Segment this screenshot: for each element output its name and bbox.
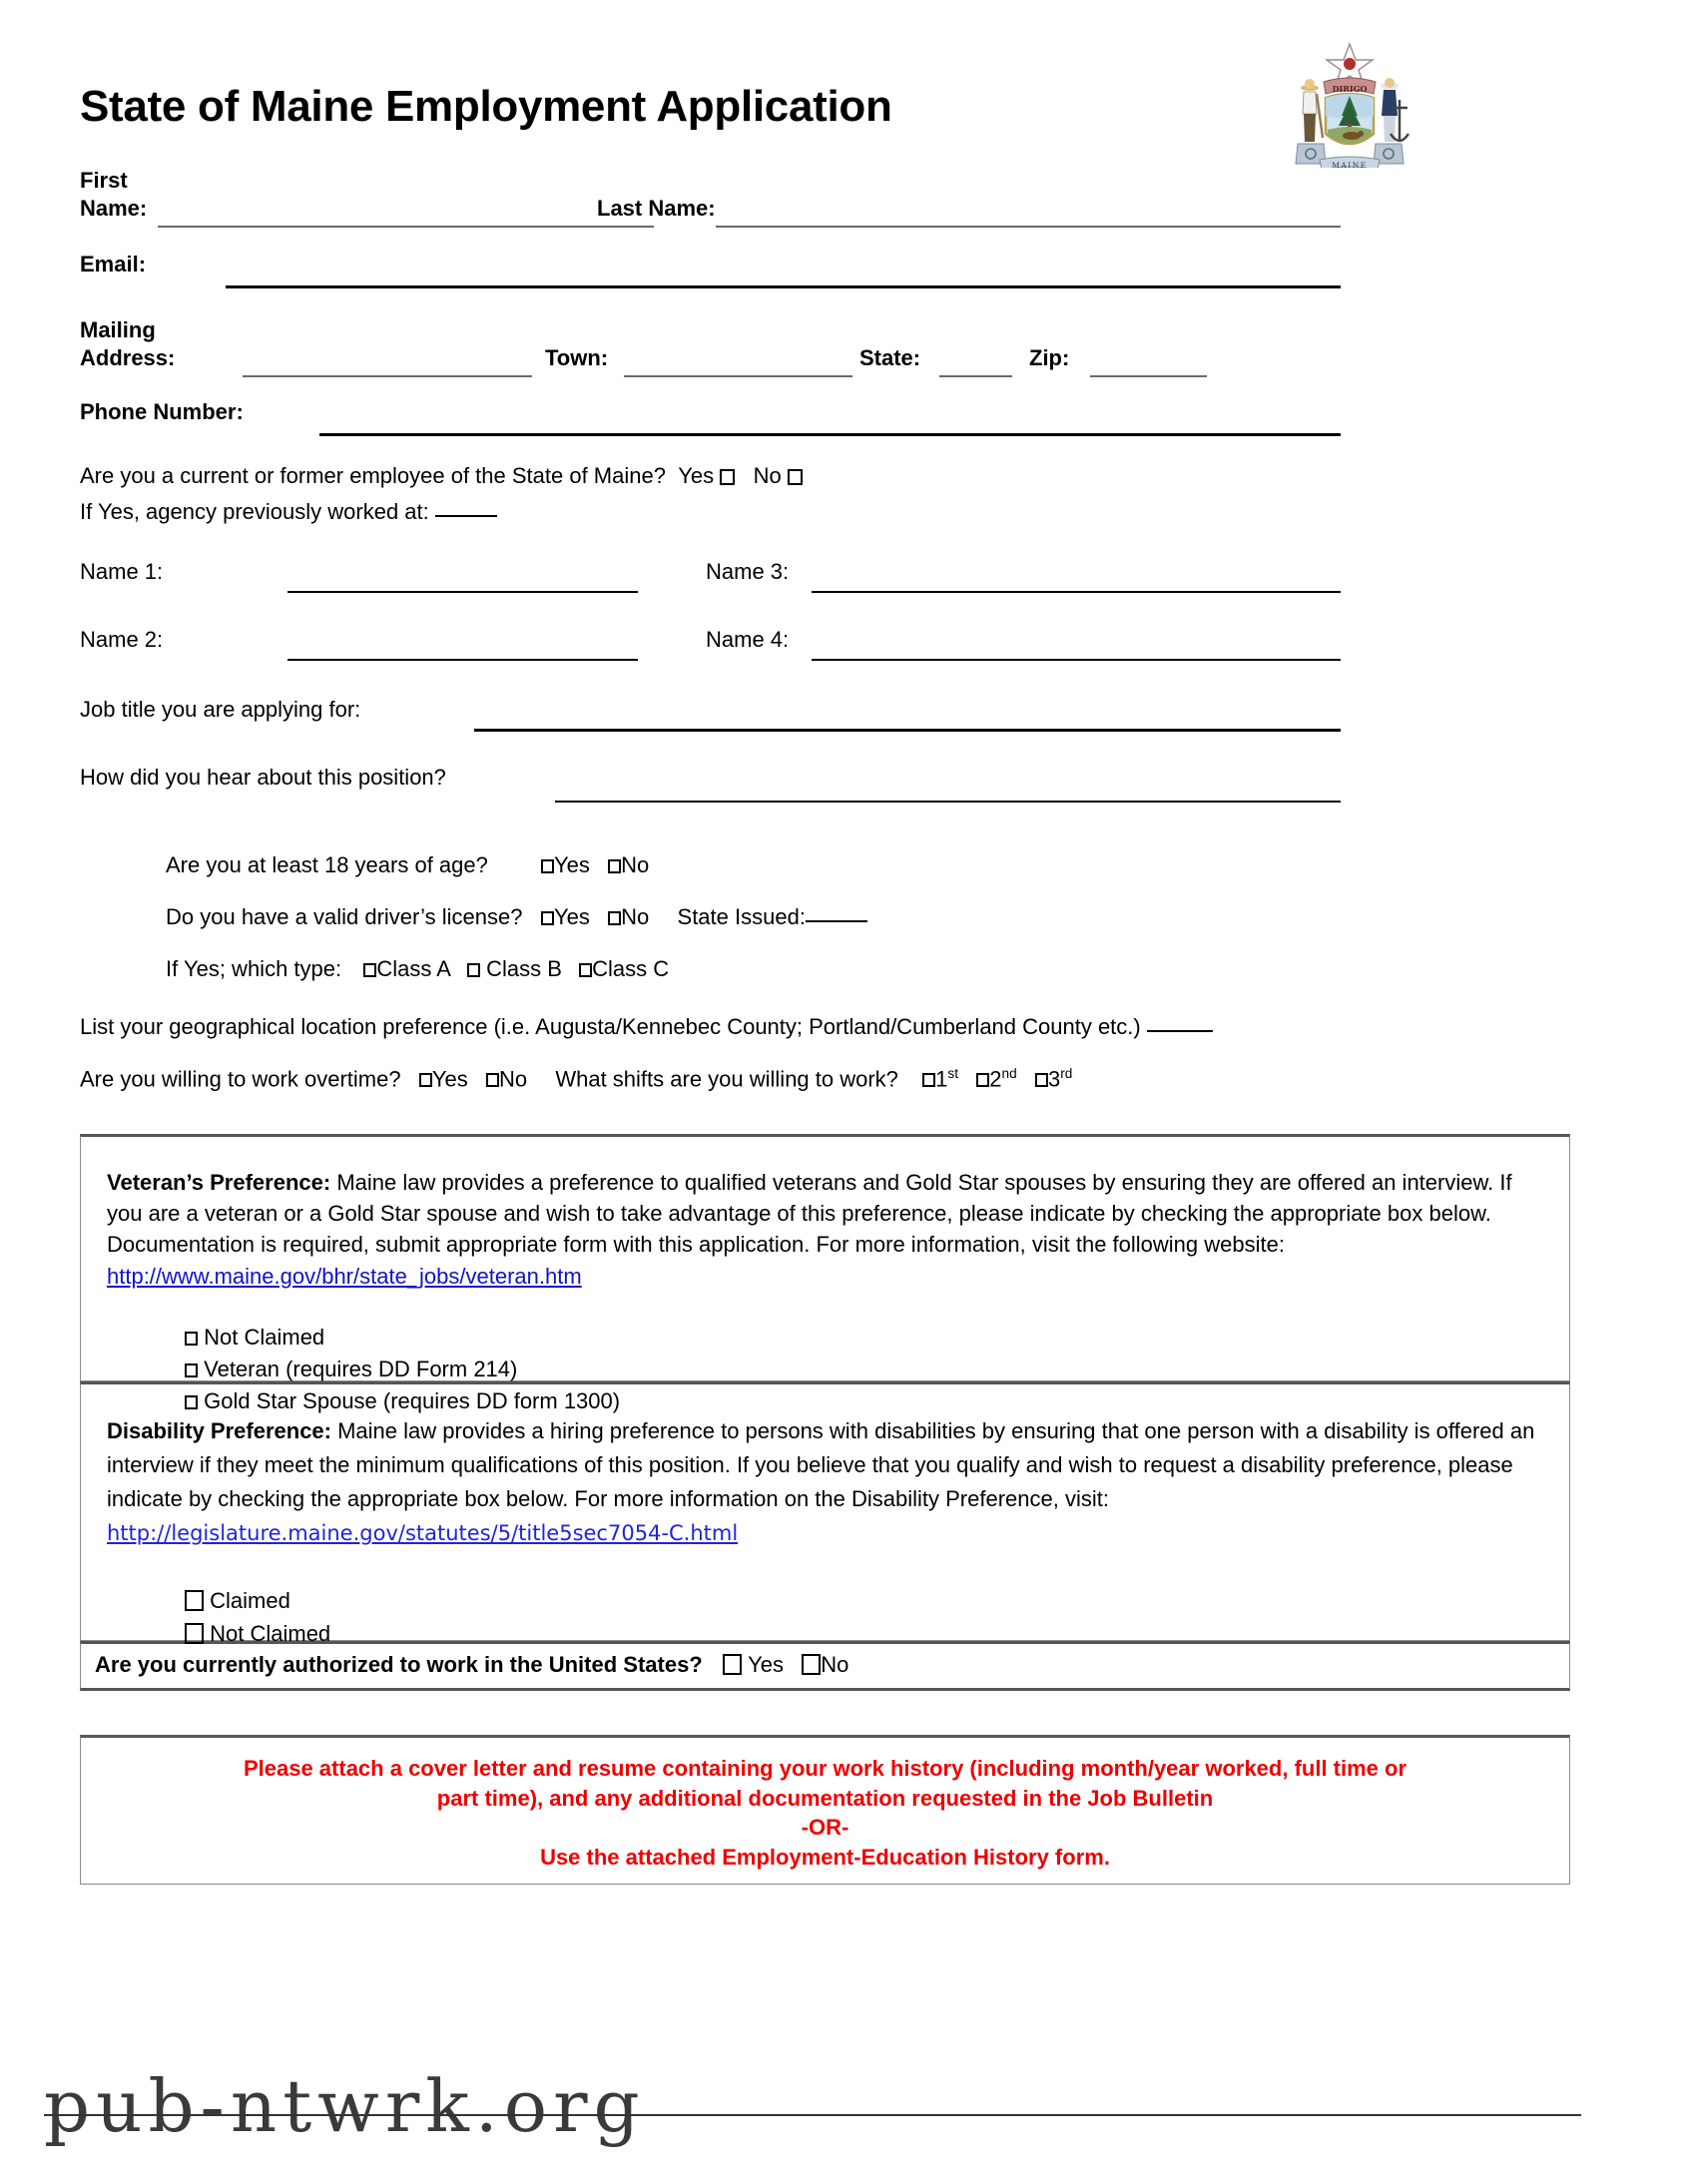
shift-1st-label: 1	[935, 1066, 948, 1092]
work-authorization-yes-label: Yes	[748, 1652, 785, 1677]
veteran-veteran-label: Veteran (requires DD Form 214)	[204, 1356, 518, 1381]
disability-not-claimed-label: Not Claimed	[210, 1621, 331, 1647]
age-answer-group	[541, 852, 649, 878]
zip-label: Zip:	[1029, 345, 1070, 370]
state-issued-input[interactable]	[806, 920, 867, 922]
town-label: Town:	[545, 345, 609, 370]
disability-claimed-label: Claimed	[210, 1588, 290, 1614]
veterans-preference-link[interactable]: http://www.maine.gov/bhr/state_jobs/veteran.htm	[107, 1263, 582, 1289]
drivers-license-row	[80, 904, 1577, 956]
work-authorization-yes-checkbox[interactable]	[723, 1654, 742, 1675]
class-a-label: Class A	[376, 956, 450, 981]
name4-label: Name 4:	[706, 627, 790, 652]
class-a-checkbox[interactable]	[363, 963, 376, 977]
name3-input[interactable]	[812, 591, 1341, 593]
mailing-address-input[interactable]	[243, 375, 532, 377]
overtime-yes-checkbox[interactable]	[419, 1073, 432, 1087]
class-c-checkbox[interactable]	[579, 963, 592, 977]
overtime-yes-label: Yes	[431, 1066, 468, 1092]
previous-agency-label: If Yes, agency previously worked at:	[80, 499, 429, 524]
shift-3rd-label: 3	[1047, 1066, 1061, 1092]
veterans-preference-section	[80, 1134, 1570, 1413]
veteran-option-not-claimed[interactable]	[185, 1322, 1543, 1354]
former-employee-row	[80, 463, 1577, 499]
class-c-label: Class C	[592, 956, 670, 981]
document-header	[80, 0, 1577, 168]
class-b-label: Class B	[479, 956, 562, 981]
watermark-text: pub-ntwrk.org	[44, 2064, 646, 2148]
license-class-row	[80, 956, 1577, 1014]
disability-preference-section	[80, 1381, 1570, 1647]
page-title: State of Maine Employment Application	[80, 82, 892, 131]
attachment-notice-line4: Use the attached Employment-Education History form.	[540, 1845, 1110, 1871]
how-did-you-hear-input[interactable]	[555, 801, 1341, 803]
age-yes-label: Yes	[554, 852, 590, 877]
first-name-input[interactable]	[158, 226, 654, 228]
shift-2nd-label: 2	[989, 1066, 1002, 1092]
name1-label: Name 1:	[80, 559, 164, 584]
overtime-question-label: Are you willing to work overtime?	[80, 1066, 401, 1092]
attachment-notice-line2: part time), and any additional documentation requested in the Job Bulletin	[436, 1785, 1214, 1811]
previous-agency-row	[80, 499, 1577, 559]
former-employee-yes-label: Yes	[678, 463, 715, 488]
disability-option-claimed[interactable]	[185, 1584, 1543, 1617]
attachment-notice-or: -OR-	[801, 1815, 849, 1841]
geographic-preference-label: List your geographical location preference (i.e. Augusta/Kennebec County; Portland/Cumberland County etc.)	[80, 1014, 1141, 1039]
geographic-preference-input[interactable]	[1147, 1030, 1213, 1032]
overtime-no-checkbox[interactable]	[486, 1073, 499, 1087]
overtime-shift-row	[80, 1066, 1577, 1118]
veteran-gold-star-checkbox[interactable]	[185, 1395, 198, 1409]
veteran-not-claimed-label: Not Claimed	[204, 1324, 325, 1350]
mailing-address-row	[80, 309, 1577, 387]
veteran-not-claimed-checkbox[interactable]	[185, 1332, 198, 1346]
work-authorization-no-label: No	[821, 1652, 849, 1677]
first-name-label-line2: Name:	[80, 196, 148, 221]
class-b-checkbox[interactable]	[467, 963, 480, 977]
license-no-checkbox[interactable]	[608, 911, 621, 925]
previous-agency-input[interactable]	[435, 515, 497, 517]
age-question-row	[80, 852, 1577, 904]
drivers-license-answer-group	[541, 904, 867, 930]
email-input[interactable]	[226, 285, 1341, 288]
veterans-preference-text	[107, 1167, 1543, 1292]
age-no-label: No	[621, 852, 650, 877]
shift-1st-ordinal: st	[947, 1066, 959, 1081]
disability-claimed-checkbox[interactable]	[185, 1590, 204, 1611]
first-name-label-line1: First	[80, 168, 128, 193]
state-issued-label: State Issued:	[677, 904, 806, 929]
disability-not-claimed-checkbox[interactable]	[185, 1623, 204, 1644]
name2-label: Name 2:	[80, 627, 164, 652]
zip-input[interactable]	[1090, 375, 1207, 377]
email-row	[80, 240, 1577, 309]
attachment-notice-line1: Please attach a cover letter and resume containing your work history (including month/year worked, full time or	[243, 1756, 1407, 1781]
shift-3rd-checkbox[interactable]	[1035, 1073, 1048, 1087]
license-class-label: If Yes; which type:	[166, 956, 342, 981]
job-title-label: Job title you are applying for:	[80, 697, 361, 722]
svg-text:DIRIGO: DIRIGO	[1332, 84, 1368, 94]
state-label: State:	[859, 345, 921, 370]
license-no-label: No	[621, 904, 650, 929]
former-employee-no-checkbox[interactable]	[788, 469, 803, 485]
veterans-preference-body: Maine law provides a preference to qualified veterans and Gold Star spouses by ensuring they are offered an interview. If you are a veteran or a Gold Star spouse and wish to take advantage of this preference, please indicate by checking the appropriate box below. Documentation is required, submit appropriate form with this application. For more information, visit the following website:	[107, 1170, 1512, 1258]
former-employee-question: Are you a current or former employee of the State of Maine?	[80, 463, 666, 488]
age-yes-checkbox[interactable]	[541, 859, 554, 873]
disability-preference-heading: Disability Preference:	[107, 1418, 331, 1443]
email-label: Email:	[80, 252, 147, 276]
phone-input[interactable]	[319, 433, 1341, 436]
veterans-preference-heading: Veteran’s Preference:	[107, 1170, 331, 1195]
veteran-option-veteran[interactable]	[185, 1354, 1543, 1385]
name1-name3-row	[80, 559, 1577, 627]
overtime-no-label: No	[498, 1066, 528, 1092]
town-input[interactable]	[624, 375, 852, 377]
shift-3rd-ordinal: rd	[1060, 1066, 1073, 1081]
last-name-input[interactable]	[716, 226, 1341, 228]
mailing-address-label-line1: Mailing	[80, 317, 156, 342]
geographic-preference-row	[80, 1014, 1577, 1066]
mailing-address-label-line2: Address:	[80, 345, 176, 370]
svg-text:MAINE: MAINE	[1332, 161, 1368, 168]
work-authorization-question: Are you currently authorized to work in the United States?	[95, 1652, 703, 1677]
last-name-label: Last Name:	[597, 196, 716, 221]
name2-name4-row	[80, 627, 1577, 697]
work-authorization-no-checkbox[interactable]	[802, 1654, 821, 1675]
name-row	[80, 168, 1577, 240]
former-employee-yes-checkbox[interactable]	[720, 469, 735, 485]
license-class-group	[166, 956, 669, 982]
attachment-notice	[80, 1735, 1570, 1885]
maine-state-seal-icon	[1290, 38, 1409, 168]
shift-1st-checkbox[interactable]	[922, 1073, 935, 1087]
phone-row	[80, 387, 1577, 457]
name1-input[interactable]	[287, 591, 638, 593]
job-title-row	[80, 697, 1577, 765]
disability-preference-body: Maine law provides a hiring preference to persons with disabilities by ensuring that one person with a disability is offered an interview if they meet the minimum qualifications of this position. If you believe that you qualify and wish to request a disability preference, please indicate by checking the appropriate box below. For more information on the Disability Preference, visit:	[107, 1418, 1535, 1512]
former-employee-no-label: No	[753, 463, 782, 488]
page-content	[80, 0, 1577, 1885]
job-title-input[interactable]	[474, 729, 1341, 732]
name4-input[interactable]	[812, 659, 1341, 661]
how-did-you-hear-label: How did you hear about this position?	[80, 765, 446, 790]
drivers-license-question-label: Do you have a valid driver’s license?	[166, 904, 523, 929]
disability-preference-text	[107, 1414, 1543, 1550]
age-no-checkbox[interactable]	[608, 859, 621, 873]
veteran-gold-star-label: Gold Star Spouse (requires DD form 1300)	[204, 1387, 621, 1413]
shift-question-label: What shifts are you willing to work?	[555, 1066, 898, 1092]
how-did-you-hear-row	[80, 765, 1577, 836]
shift-2nd-ordinal: nd	[1001, 1066, 1017, 1081]
age-question-label: Are you at least 18 years of age?	[166, 852, 488, 877]
license-yes-checkbox[interactable]	[541, 911, 554, 925]
name3-label: Name 3:	[706, 559, 790, 584]
veteran-veteran-checkbox[interactable]	[185, 1364, 198, 1377]
watermark-strikethrough	[44, 2114, 1581, 2116]
phone-label: Phone Number:	[80, 399, 244, 424]
license-yes-label: Yes	[554, 904, 590, 929]
shift-2nd-checkbox[interactable]	[976, 1073, 989, 1087]
state-input[interactable]	[939, 375, 1012, 377]
name2-input[interactable]	[287, 659, 638, 661]
disability-preference-link[interactable]: http://legislature.maine.gov/statutes/5/title5sec7054-C.html	[107, 1521, 739, 1546]
